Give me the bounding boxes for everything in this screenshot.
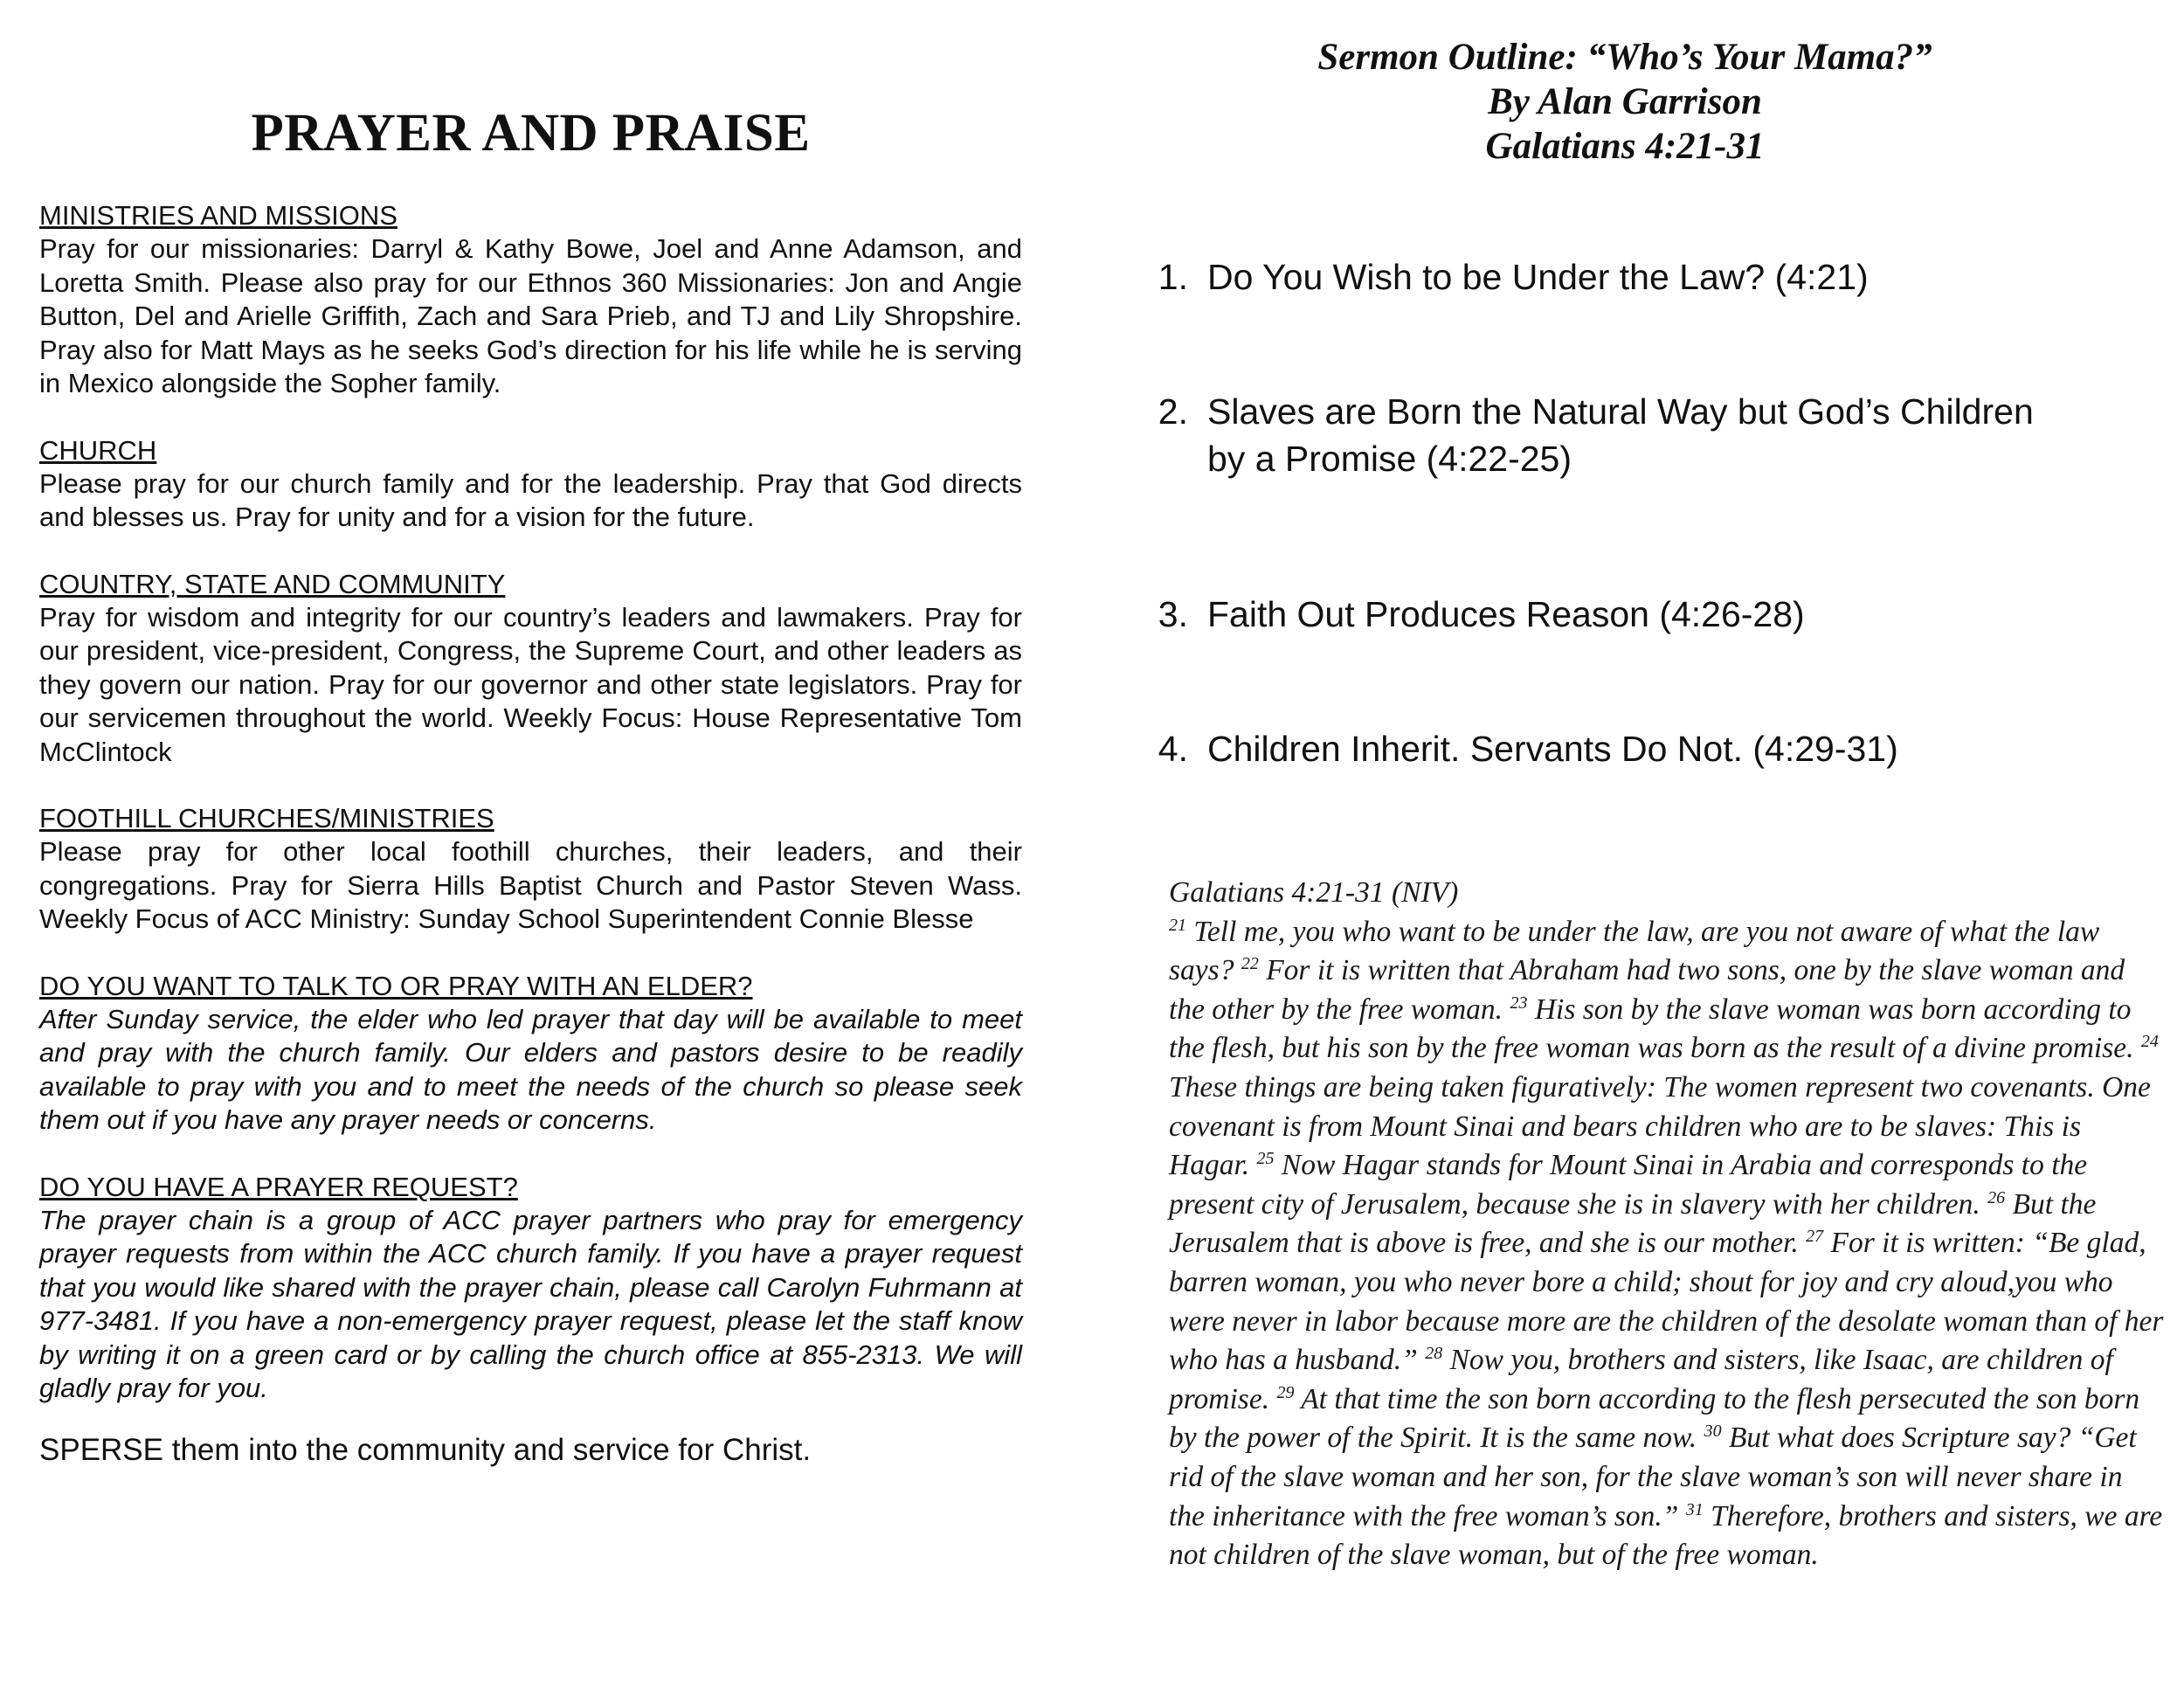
section-body: Pray for wisdom and integrity for our country’s leaders and lawmakers. Pray for our president, vice-president, Congress, the Supreme Court, and other leaders as they govern our nation. Pray for our governor and other state legislators. Pray for our servicemen throughout the world. Weekly Focus: House Representative Tom McClintock [39,601,1022,767]
verse-number: 24 [2140,1032,2159,1052]
verse-number: 31 [1685,1499,1704,1519]
outline-item [1158,725,2184,772]
verse-text: Tell me, you who want to be under the law, are you not aware of what the law says? [1169,915,2100,987]
sermon-author: By Alan Garrison [1488,81,1762,122]
verse-number: 22 [1241,954,1259,974]
scripture-passage [1169,874,2165,1575]
prayer-and-praise-column [39,103,1022,1499]
verse-number: 21 [1169,915,1186,935]
verse-number: 28 [1425,1344,1443,1364]
sermon-header [1092,35,2158,169]
outline-item [1158,253,2184,301]
verse-text: Therefore, brothers and sisters, we are not children of the slave woman, but of the free woman. [1169,1499,2163,1572]
section-heading: CHURCH [39,434,157,466]
verse-text: But what does Scripture say? “Get rid of the slave woman and her son, for the slave woman’s son will never share in the inheritance with the free woman’s son.” [1169,1422,2137,1532]
verse-text: His son by the slave woman was born according to the flesh, but his son by the free woman was born as the result of a divine promise. [1169,993,2141,1065]
section-body: Pray for our missionaries: Darryl & Kathy Bowe, Joel and Anne Adamson, and Loretta Smith. Please also pray for our Ethnos 360 Missionaries: Jon and Angie Button, Del and Arielle Griffith, Zach and Sara Prieb, and TJ and Lily Shropshire. Pray also for Matt Mays as he seeks God’s direction for his life while he is serving in Mexico alongside the Sopher family. [39,233,1022,398]
section-elder [39,970,1022,1138]
scripture-text [1169,913,2165,1575]
verse-text: These things are being taken figuratively: The women represent two covenants. One covenant is from Mount Sinai and bears children who are to be slaves: This is Hagar. [1169,1070,2151,1182]
outline-number: 1. [1158,257,1188,297]
section-heading: DO YOU HAVE A PRAYER REQUEST? [39,1171,518,1202]
outline-number: 4. [1158,729,1188,769]
section-heading: COUNTRY, STATE AND COMMUNITY [39,568,506,599]
section-body: After Sunday service, the elder who led prayer that day will be available to meet and pray with the church family. Our elders and pastors desire to be readily available to pray with you and to meet the needs of the church so please seek them out if you have any prayer needs or concerns. [39,1003,1022,1135]
verse-number: 26 [1987,1187,2006,1207]
outline-item [1158,591,2184,638]
section-body: Please pray for our church family and for the leadership. Pray that God directs and blesses us. Pray for unity and for a vision for the future. [39,467,1022,532]
section-body: The prayer chain is a group of ACC prayer partners who pray for emergency prayer requests from within the ACC church family. If you have a prayer request that you would like shared with the prayer chain, please call Carolyn Fuhrmann at 977-3481. If you have a non-emergency prayer request, please let the staff know by writing it on a green card or by calling the church office at 855-2313. We will gladly pray for you. [39,1204,1022,1403]
outline-item [1158,388,2184,482]
verse-text: For it is written that Abraham had two sons, one by the slave woman and the other by the free woman. [1169,954,2125,1026]
verse-text: Now Hagar stands for Mount Sinai in Arabia and corresponds to the present city of Jerusalem, because she is in slavery with her children. [1169,1149,2088,1221]
verse-number: 29 [1276,1382,1295,1402]
section-foothill [39,802,1022,937]
section-ministries [39,199,1022,401]
verse-text: At that time the son born according to the flesh persecuted the son born by the power of the Spirit. It is the same now. [1169,1382,2140,1455]
verse-number: 23 [1510,993,1528,1013]
section-church [39,434,1022,535]
sermon-column [1127,35,2164,1572]
outline-text: Faith Out Produces Reason (4:26-28) [1207,594,1805,634]
outline-text-continued: by a Promise (4:22-25) [1207,439,1572,479]
section-country [39,568,1022,770]
outline-text: Do You Wish to be Under the Law? (4:21) [1207,257,1869,297]
section-heading: FOOTHILL CHURCHES/MINISTRIES [39,803,494,834]
outline-text: Children Inherit. Servants Do Not. (4:29-31) [1207,729,1898,769]
verse-number: 30 [1704,1422,1722,1442]
verse-text: But the Jerusalem that is above is free, and she is our mother. [1169,1187,2097,1260]
outline-text: Slaves are Born the Natural Way but God’s Children [1207,391,2034,432]
outline-number: 2. [1158,391,1188,432]
section-heading: MINISTRIES AND MISSIONS [39,200,397,231]
section-body: Please pray for other local foothill churches, their leaders, and their congregations. Pray for Sierra Hills Baptist Church and Pastor Steven Wass. Weekly Focus of ACC Ministry: Sunday School Superintendent Connie Blesse [39,836,1022,934]
verse-text: For it is written: “Be glad, barren woman, you who never bore a child; shout for joy and cry aloud,you who were never in labor because more are the children of the desolate woman than of her who has a husband.” [1169,1227,2164,1377]
verse-text: Now you, brothers and sisters, like Isaac, are children of promise. [1169,1344,2113,1415]
section-prayer-request [39,1171,1022,1406]
outline-number: 3. [1158,594,1188,634]
page-title: PRAYER AND PRAISE [251,104,811,163]
scripture-heading: Galatians 4:21-31 (NIV) [1169,876,1459,909]
sermon-reference: Galatians 4:21-31 [1485,126,1765,167]
section-heading: DO YOU WANT TO TALK TO OR PRAY WITH AN ELDER? [39,970,753,1001]
verse-number: 25 [1256,1149,1275,1169]
verse-number: 27 [1806,1227,1824,1247]
sermon-title: Sermon Outline: “Who’s Your Mama?” [1317,37,1932,78]
closing-line: SPERSE them into the community and service for Christ. [39,1432,812,1467]
